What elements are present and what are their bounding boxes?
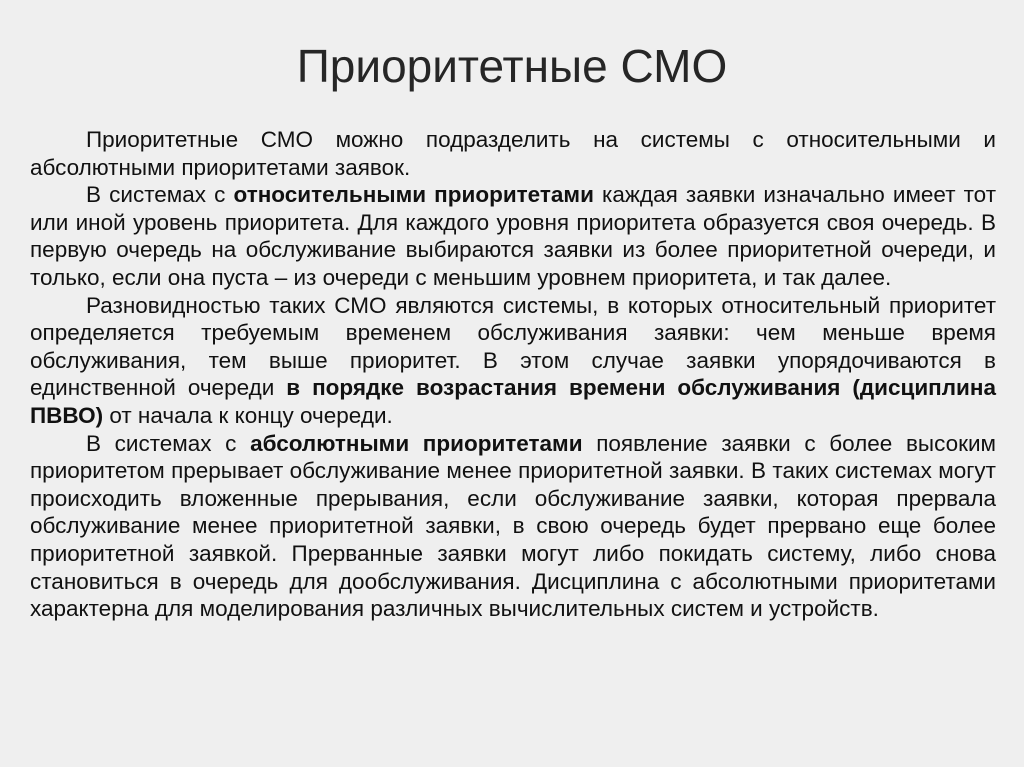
paragraph-4-text-end: появление заявки с более высоким приоритетом прерывает обслуживание менее приоритетной заявки. В таких системах могут происходить вложенные прерывания, если обслуживание заявки, которая прервала обслуживание менее приоритетной заявки, в свою очередь будет прервано еще более приоритетной заявкой. Прерванные заявки могут либо покидать систему, либо снова становиться в очередь для дообслуживания. Дисциплина с абсолютными приоритетами характерна для моделирования различных вычислительных систем и устройств. [30,430,996,622]
paragraph-3-text-end: от начала к концу очереди. [103,402,393,428]
paragraph-1-text: Приоритетные СМО можно подразделить на системы с относительными и абсолютными приоритетами заявок. [30,127,996,180]
paragraph-4-text-start: В системах с [86,430,251,456]
paragraph-4-bold-term: абсолютными приоритетами [250,430,583,456]
paragraph-2-text-start: В системах с [86,182,234,208]
slide-title: Приоритетные СМО [296,40,728,92]
paragraph-3-bold-term: в порядке возрастания времени обслуживания (дисциплина ПВВО) [30,375,996,428]
paragraph-2-bold-term: относительными приоритетами [233,182,594,208]
paragraph-2 [30,181,996,291]
paragraph-3 [30,292,996,430]
paragraph-2-text-end: каждая заявки изначально имеет тот или иной уровень приоритета. Для каждого уровня приоритета образуется своя очередь. В первую очередь на обслуживание выбираются заявки из более приоритетной очереди, и только, если она пуста – из очереди с меньшим уровнем приоритета, и так далее. [30,182,996,290]
paragraph-1 [30,126,996,181]
paragraph-4 [30,430,996,623]
paragraph-3-text-start: Разновидностью таких СМО являются системы, в которых относительный приоритет определяется требуемым временем обслуживания заявки: чем меньше время обслуживания, тем выше приоритет. В этом случае заявки упорядочиваются в единственной очереди [30,292,996,401]
slide-body [30,126,996,623]
